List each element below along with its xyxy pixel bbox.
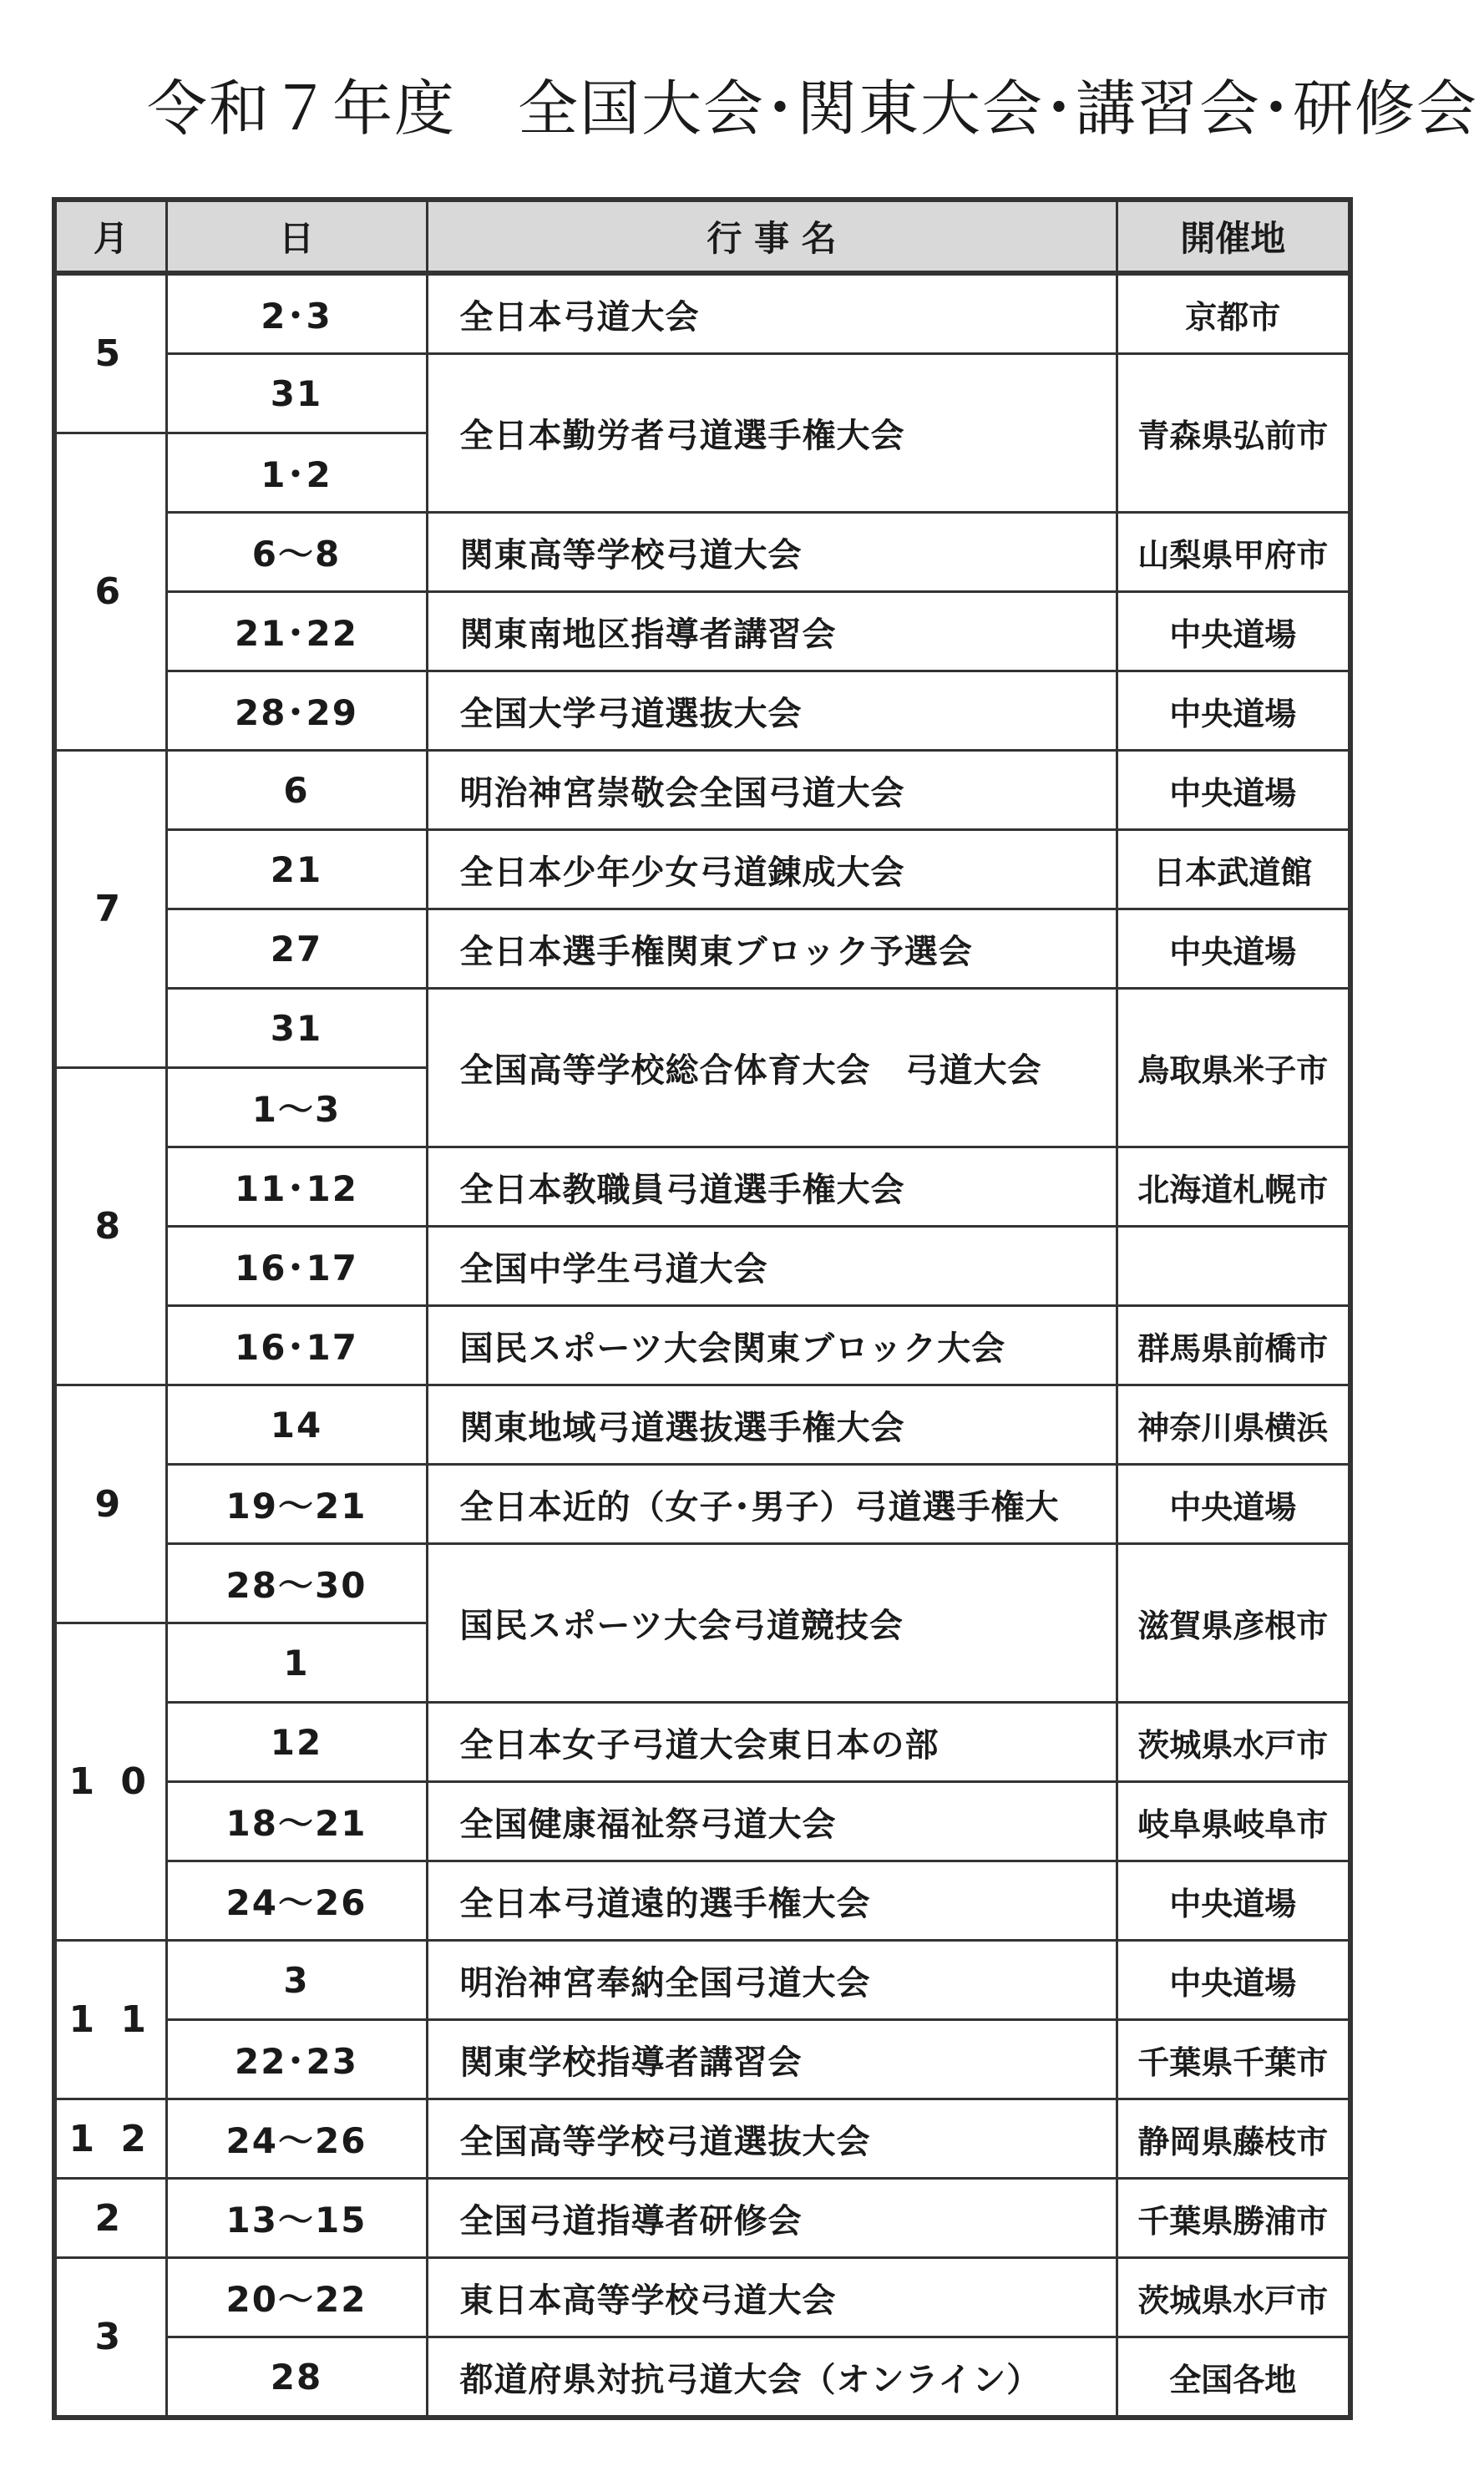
day-cell: 28 [166, 2337, 427, 2418]
venue-cell: 中央道場 [1117, 751, 1350, 830]
page-title: 令和７年度 全国大会･関東大会･講習会･研修会 [147, 73, 1479, 144]
table-row [54, 1147, 1350, 1227]
day-cell: 18～21 [166, 1782, 427, 1861]
month-cell: 3 [54, 2258, 166, 2418]
table-row [54, 2258, 1350, 2337]
day-cell: 1～3 [166, 1068, 427, 1147]
event-cell: 全日本弓道遠的選手権大会 [427, 1861, 1117, 1941]
venue-cell: 中央道場 [1117, 909, 1350, 989]
day-cell: 1 [166, 1623, 427, 1703]
table-row [54, 2020, 1350, 2099]
venue-cell: 茨城県水戸市 [1117, 1703, 1350, 1782]
event-cell: 明治神宮奉納全国弓道大会 [427, 1941, 1117, 2020]
day-cell: 13～15 [166, 2179, 427, 2258]
table-row [54, 2179, 1350, 2258]
table-row [54, 354, 1350, 433]
event-cell: 全日本弓道大会 [427, 273, 1117, 354]
event-cell: 都道府県対抗弓道大会（オンライン） [427, 2337, 1117, 2418]
venue-cell: 岐阜県岐阜市 [1117, 1782, 1350, 1861]
table-row [54, 513, 1350, 592]
table-row [54, 1385, 1350, 1465]
event-cell: 明治神宮崇敬会全国弓道大会 [427, 751, 1117, 830]
venue-cell: 静岡県藤枝市 [1117, 2099, 1350, 2179]
event-cell: 全日本近的（女子･男子）弓道選手権大 [427, 1465, 1117, 1544]
venue-cell: 茨城県水戸市 [1117, 2258, 1350, 2337]
venue-cell: 千葉県千葉市 [1117, 2020, 1350, 2099]
venue-cell: 京都市 [1117, 273, 1350, 354]
event-cell: 全日本女子弓道大会東日本の部 [427, 1703, 1117, 1782]
day-cell: 20～22 [166, 2258, 427, 2337]
event-cell: 全国大学弓道選抜大会 [427, 671, 1117, 751]
month-cell: 7 [54, 751, 166, 1068]
day-cell: 11･12 [166, 1147, 427, 1227]
day-cell: 19～21 [166, 1465, 427, 1544]
day-cell: 2･3 [166, 273, 427, 354]
event-cell: 関東学校指導者講習会 [427, 2020, 1117, 2099]
venue-cell: 山梨県甲府市 [1117, 513, 1350, 592]
event-schedule-table [52, 197, 1353, 2420]
venue-cell: 鳥取県米子市 [1117, 989, 1350, 1147]
month-cell: 5 [54, 273, 166, 433]
day-cell: 3 [166, 1941, 427, 2020]
header-venue: 開催地 [1117, 200, 1350, 273]
event-cell: 全国高等学校弓道選抜大会 [427, 2099, 1117, 2179]
header-row [54, 200, 1350, 273]
day-cell: 1･2 [166, 433, 427, 513]
venue-cell: 全国各地 [1117, 2337, 1350, 2418]
day-cell: 16･17 [166, 1306, 427, 1385]
table-row [54, 592, 1350, 671]
venue-cell: 中央道場 [1117, 592, 1350, 671]
day-cell: 16･17 [166, 1227, 427, 1306]
event-cell: 関東地域弓道選抜選手権大会 [427, 1385, 1117, 1465]
event-cell: 国民スポーツ大会弓道競技会 [427, 1544, 1117, 1703]
venue-cell: 中央道場 [1117, 671, 1350, 751]
month-cell: 9 [54, 1385, 166, 1623]
venue-cell [1117, 1227, 1350, 1306]
day-cell: 6～8 [166, 513, 427, 592]
table-row [54, 1227, 1350, 1306]
header-day: 日 [166, 200, 427, 273]
event-cell: 全日本少年少女弓道錬成大会 [427, 830, 1117, 909]
venue-cell: 群馬県前橋市 [1117, 1306, 1350, 1385]
day-cell: 21 [166, 830, 427, 909]
table-row [54, 2337, 1350, 2418]
day-cell: 31 [166, 354, 427, 433]
table-row [54, 2099, 1350, 2179]
table-row [54, 751, 1350, 830]
venue-cell: 日本武道館 [1117, 830, 1350, 909]
table-row [54, 1861, 1350, 1941]
table-row [54, 1941, 1350, 2020]
event-cell: 全日本勤労者弓道選手権大会 [427, 354, 1117, 513]
event-cell: 全日本選手権関東ブロック予選会 [427, 909, 1117, 989]
month-cell: 1 2 [54, 2099, 166, 2179]
header-event: 行 事 名 [427, 200, 1117, 273]
month-cell: 6 [54, 433, 166, 751]
table-row [54, 1703, 1350, 1782]
day-cell: 12 [166, 1703, 427, 1782]
venue-cell: 滋賀県彦根市 [1117, 1544, 1350, 1703]
venue-cell: 中央道場 [1117, 1941, 1350, 2020]
event-cell: 関東高等学校弓道大会 [427, 513, 1117, 592]
event-cell: 全国健康福祉祭弓道大会 [427, 1782, 1117, 1861]
venue-cell: 中央道場 [1117, 1861, 1350, 1941]
day-cell: 28～30 [166, 1544, 427, 1623]
event-cell: 全日本教職員弓道選手権大会 [427, 1147, 1117, 1227]
event-cell: 全国中学生弓道大会 [427, 1227, 1117, 1306]
event-cell: 関東南地区指導者講習会 [427, 592, 1117, 671]
day-cell: 22･23 [166, 2020, 427, 2099]
table-row [54, 989, 1350, 1068]
month-cell: 2 [54, 2179, 166, 2258]
day-cell: 21･22 [166, 592, 427, 671]
table-row [54, 1306, 1350, 1385]
venue-cell: 中央道場 [1117, 1465, 1350, 1544]
venue-cell: 千葉県勝浦市 [1117, 2179, 1350, 2258]
table-row [54, 1465, 1350, 1544]
table-row [54, 1782, 1350, 1861]
day-cell: 24～26 [166, 2099, 427, 2179]
table-row [54, 671, 1350, 751]
table-row [54, 1544, 1350, 1623]
day-cell: 31 [166, 989, 427, 1068]
event-cell: 全国弓道指導者研修会 [427, 2179, 1117, 2258]
event-cell: 全国高等学校総合体育大会 弓道大会 [427, 989, 1117, 1147]
day-cell: 27 [166, 909, 427, 989]
header-month: 月 [54, 200, 166, 273]
day-cell: 14 [166, 1385, 427, 1465]
venue-cell: 北海道札幌市 [1117, 1147, 1350, 1227]
venue-cell: 神奈川県横浜 [1117, 1385, 1350, 1465]
event-cell: 国民スポーツ大会関東ブロック大会 [427, 1306, 1117, 1385]
table-row [54, 909, 1350, 989]
day-cell: 28･29 [166, 671, 427, 751]
day-cell: 6 [166, 751, 427, 830]
month-cell: 1 0 [54, 1623, 166, 1941]
venue-cell: 青森県弘前市 [1117, 354, 1350, 513]
month-cell: 1 1 [54, 1941, 166, 2099]
day-cell: 24～26 [166, 1861, 427, 1941]
table-row [54, 273, 1350, 354]
event-cell: 東日本高等学校弓道大会 [427, 2258, 1117, 2337]
month-cell: 8 [54, 1068, 166, 1385]
table-row [54, 830, 1350, 909]
